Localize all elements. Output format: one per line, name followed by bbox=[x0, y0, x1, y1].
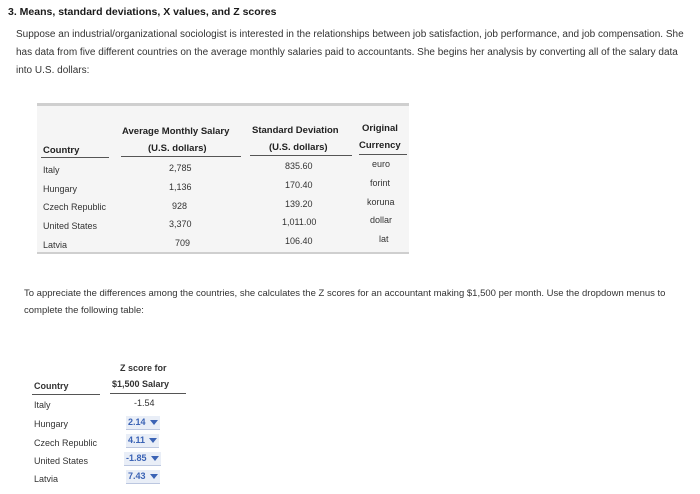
header-rule-country bbox=[41, 157, 109, 158]
header-z-line1: Z score for bbox=[120, 363, 167, 373]
header-currency-line2: Currency bbox=[359, 140, 401, 151]
header-rule-avg bbox=[121, 156, 241, 157]
row-country: Italy bbox=[43, 165, 60, 175]
header-currency-line1: Original bbox=[362, 123, 398, 134]
row-sd: 835.60 bbox=[285, 161, 313, 171]
intro-paragraph: Suppose an industrial/organizational sociologist is interested in the relationships between job satisfaction, job performance, and job compensation. She has data from five different countries on the average monthly salaries paid to accountants. She begins her analysis by converting all of the salary data into U.S. dollars: bbox=[16, 29, 684, 76]
dropdown-value: 2.14 bbox=[128, 417, 146, 427]
row-avg: 709 bbox=[175, 238, 191, 248]
row-currency: lat bbox=[379, 234, 389, 244]
row-sd: 106.40 bbox=[285, 236, 313, 246]
salary-table bbox=[37, 103, 409, 254]
header-avg-line2: (U.S. dollars) bbox=[148, 143, 207, 154]
row-country: Czech Republic bbox=[34, 438, 98, 448]
header-rule-z bbox=[110, 393, 186, 394]
row-country: Hungary bbox=[43, 184, 78, 194]
chevron-down-icon bbox=[150, 474, 158, 479]
z-score-dropdown[interactable] bbox=[126, 470, 160, 484]
row-avg: 1,136 bbox=[169, 182, 192, 192]
row-country: Czech Republic bbox=[43, 202, 107, 212]
instruction-paragraph: To appreciate the differences among the countries, she calculates the Z scores for an accountant making $1,500 per month. Use the dropdown menus to complete the following table: bbox=[24, 288, 666, 316]
chevron-down-icon bbox=[151, 456, 159, 461]
row-currency: koruna bbox=[367, 197, 395, 207]
z-score-dropdown[interactable] bbox=[126, 434, 159, 448]
row-country: United States bbox=[43, 221, 98, 231]
dropdown-value: 7.43 bbox=[128, 471, 146, 481]
header-country: Country bbox=[43, 145, 80, 156]
z-score-table bbox=[28, 353, 190, 493]
row-sd: 170.40 bbox=[285, 180, 313, 190]
row-sd: 139.20 bbox=[285, 199, 313, 209]
row-currency: forint bbox=[370, 178, 391, 188]
row-country: United States bbox=[34, 456, 89, 466]
z-score-dropdown[interactable] bbox=[124, 452, 161, 466]
header-rule-country bbox=[32, 394, 100, 395]
z-value: -1.54 bbox=[134, 398, 155, 408]
row-avg: 2,785 bbox=[169, 163, 192, 173]
row-avg: 928 bbox=[172, 201, 188, 211]
header-country: Country bbox=[34, 381, 69, 391]
dropdown-value: 4.11 bbox=[128, 435, 146, 445]
chevron-down-icon bbox=[149, 438, 157, 443]
header-rule-currency bbox=[359, 154, 407, 155]
row-currency: euro bbox=[372, 159, 391, 169]
header-avg-line1: Average Monthly Salary bbox=[122, 126, 230, 137]
row-avg: 3,370 bbox=[169, 219, 192, 229]
header-sd-line2: (U.S. dollars) bbox=[269, 142, 328, 153]
question-title: 3. Means, standard deviations, X values, and Z scores bbox=[8, 6, 277, 18]
header-z-line2: $1,500 Salary bbox=[112, 379, 170, 389]
row-country: Italy bbox=[34, 400, 51, 410]
dropdown-value: -1.85 bbox=[126, 453, 147, 463]
header-rule-sd bbox=[250, 155, 352, 156]
chevron-down-icon bbox=[150, 420, 158, 425]
header-sd-line1: Standard Deviation bbox=[252, 125, 339, 136]
z-score-dropdown[interactable] bbox=[126, 416, 160, 430]
row-country: Latvia bbox=[43, 240, 68, 250]
row-currency: dollar bbox=[370, 215, 393, 225]
row-country: Latvia bbox=[34, 474, 59, 484]
row-sd: 1,011.00 bbox=[282, 217, 317, 227]
row-country: Hungary bbox=[34, 419, 69, 429]
